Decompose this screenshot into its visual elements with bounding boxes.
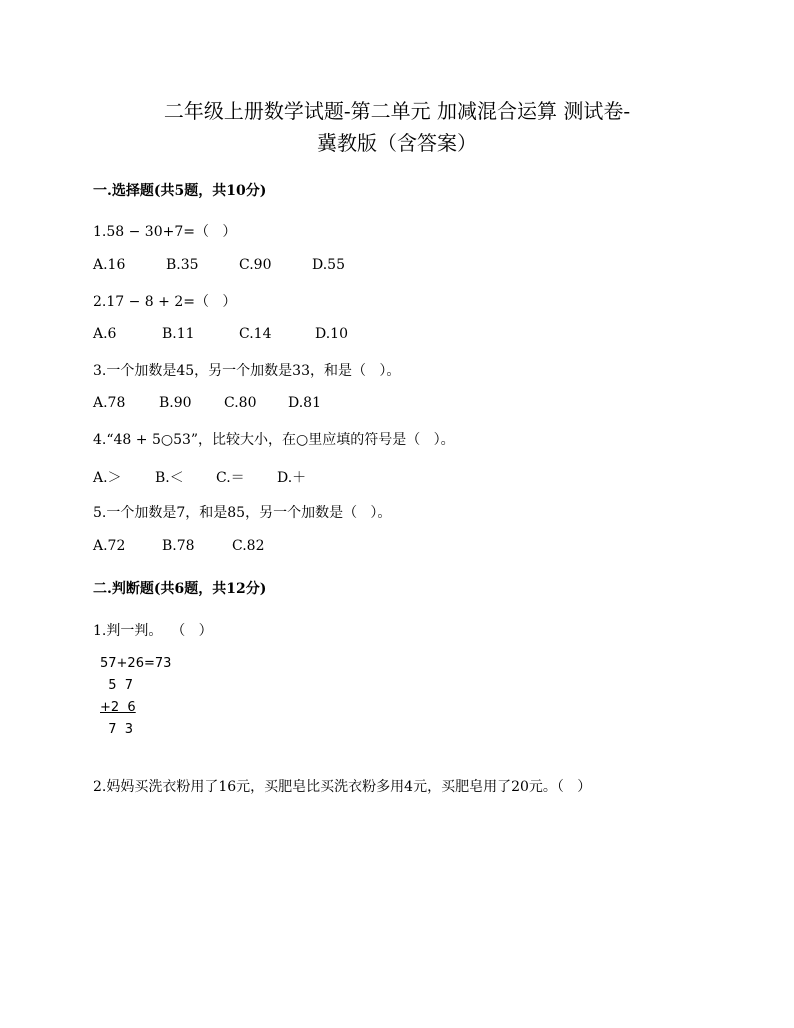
option-c: C.82 bbox=[232, 538, 265, 554]
calc-line-addend1: 5 7 bbox=[100, 678, 134, 693]
calc-line-addend2: +2 6 bbox=[100, 700, 136, 715]
option-b: B.78 bbox=[162, 538, 195, 554]
judge-question-2: 2.妈妈买洗衣粉用了16元，买肥皂比买洗衣粉多用4元，买肥皂用了20元。（ ） bbox=[93, 779, 592, 795]
document-title-line1: 二年级上册数学试题-第二单元 加减混合运算 测试卷- bbox=[163, 99, 631, 123]
option-b: B.35 bbox=[166, 257, 199, 273]
judge-question-1: 1.判一判。 （ ） bbox=[93, 623, 213, 639]
option-a: A.6 bbox=[93, 326, 117, 342]
question-2: 2.17 − 8 + 2=（ ） bbox=[93, 294, 237, 310]
option-d: D.55 bbox=[312, 257, 345, 273]
document-title-line2: 冀教版（含答案） bbox=[317, 131, 477, 155]
question-3: 3.一个加数是45，另一个加数是33，和是（ ）。 bbox=[93, 363, 401, 379]
question-4: 4.“48 + 5○53”，比较大小，在○里应填的符号是（ ）。 bbox=[93, 432, 455, 448]
question-5: 5.一个加数是7，和是85，另一个加数是（ ）。 bbox=[93, 505, 392, 521]
option-b: B.90 bbox=[159, 395, 192, 411]
question-1: 1.58 − 30+7=（ ） bbox=[93, 224, 237, 240]
option-a: A.72 bbox=[93, 538, 126, 554]
option-a: A.16 bbox=[93, 257, 126, 273]
option-b: B.＜ bbox=[155, 470, 184, 486]
section2-heading: 二.判断题(共6题，共12分) bbox=[93, 581, 267, 597]
option-c: C.80 bbox=[224, 395, 257, 411]
calc-line-result: 7 3 bbox=[100, 722, 134, 737]
option-c: C.＝ bbox=[216, 470, 245, 486]
option-c: C.14 bbox=[239, 326, 272, 342]
section1-heading: 一.选择题(共5题，共10分) bbox=[93, 183, 267, 199]
calc-line-equation: 57+26=73 bbox=[100, 656, 172, 671]
option-d: D.81 bbox=[288, 395, 321, 411]
option-a: A.＞ bbox=[93, 470, 122, 486]
option-b: B.11 bbox=[162, 326, 195, 342]
option-d: D.10 bbox=[315, 326, 348, 342]
option-c: C.90 bbox=[239, 257, 272, 273]
option-a: A.78 bbox=[93, 395, 126, 411]
option-d: D.＋ bbox=[277, 470, 307, 486]
